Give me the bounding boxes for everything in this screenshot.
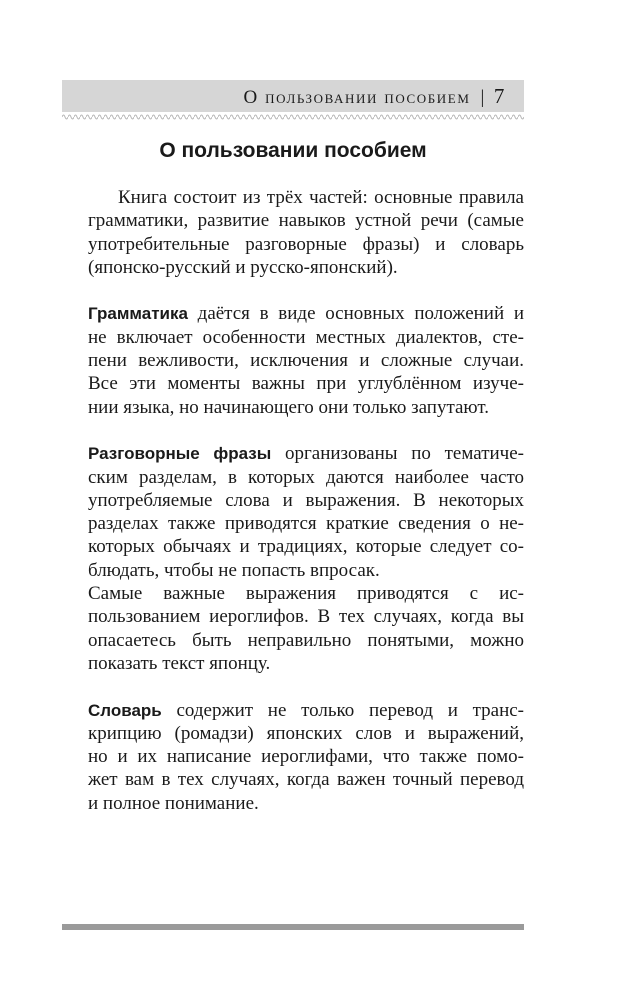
body-text <box>88 186 524 815</box>
paragraph-phrases <box>88 442 524 582</box>
page-title: О пользовании пособием <box>159 139 427 162</box>
paragraph-grammar <box>88 302 524 418</box>
header-separator: | <box>480 87 486 108</box>
paragraph-dictionary <box>88 699 524 815</box>
header-ornament <box>62 113 524 121</box>
text-line: даётся в виде основных положений и <box>187 303 524 325</box>
term-dictionary: Словарь <box>88 700 162 720</box>
text-line: которых обычаях и традициях, которые следует со- <box>88 536 524 558</box>
running-header <box>62 80 524 112</box>
text-line-with-term <box>88 442 524 465</box>
text-line: блюдать, чтобы не попасть впросак. <box>88 559 380 581</box>
running-title: О пользовании пособием <box>243 87 471 108</box>
text-line: Самые важные выражения приводятся с ис- <box>88 583 524 605</box>
text-line-with-term <box>88 699 524 722</box>
footer-rule <box>62 924 524 930</box>
text-line: разделах также приводятся краткие сведения о не- <box>88 513 524 535</box>
text-line: опасаетесь быть неправильно понятыми, можно <box>88 629 524 651</box>
text-line: ским разделам, в которых даются наиболее часто <box>88 466 524 488</box>
paragraph-intro <box>88 186 524 279</box>
text-line: Все эти моменты важны при углублённом изуче- <box>88 373 524 395</box>
text-line: Книга состоит из трёх частей: основные правила <box>118 187 524 208</box>
text-line: содержит не только перевод и транс- <box>161 699 524 721</box>
paragraph-phrases-note <box>88 582 524 675</box>
text-line: и полное понимание. <box>88 792 259 814</box>
text-line: но и их написание иероглифами, что также помо- <box>88 746 524 768</box>
text-line-with-term <box>88 302 524 325</box>
term-phrases: Разговорные фразы <box>88 444 272 464</box>
ornament-border <box>62 113 524 121</box>
text-line: нии языка, но начинающего они только запутают. <box>88 396 489 418</box>
text-line: крипцию (ромадзи) японских слов и выражений, <box>88 722 524 744</box>
text-line: пользованием иероглифов. В тех случаях, когда вы <box>88 606 524 628</box>
page-number: 7 <box>493 84 506 108</box>
text-line: (японско-русский и русско-японский). <box>88 256 398 278</box>
text-line: организованы по тематиче- <box>271 443 524 465</box>
text-line: показать текст японцу. <box>88 652 271 674</box>
text-line: употребляемые слова и выражения. В некоторых <box>88 489 524 511</box>
text-line: употребительные разговорные фразы) и словарь <box>88 233 524 255</box>
text-line: пени вежливости, исключения и сложные случаи. <box>88 350 524 372</box>
text-line: жет вам в тех случаях, когда важен точный перевод <box>88 769 524 791</box>
text-line: не включает особенности местных диалектов, сте- <box>88 326 524 348</box>
text-line: грамматики, развитие навыков устной речи (самые <box>88 210 524 232</box>
term-grammar: Грамматика <box>88 304 188 324</box>
